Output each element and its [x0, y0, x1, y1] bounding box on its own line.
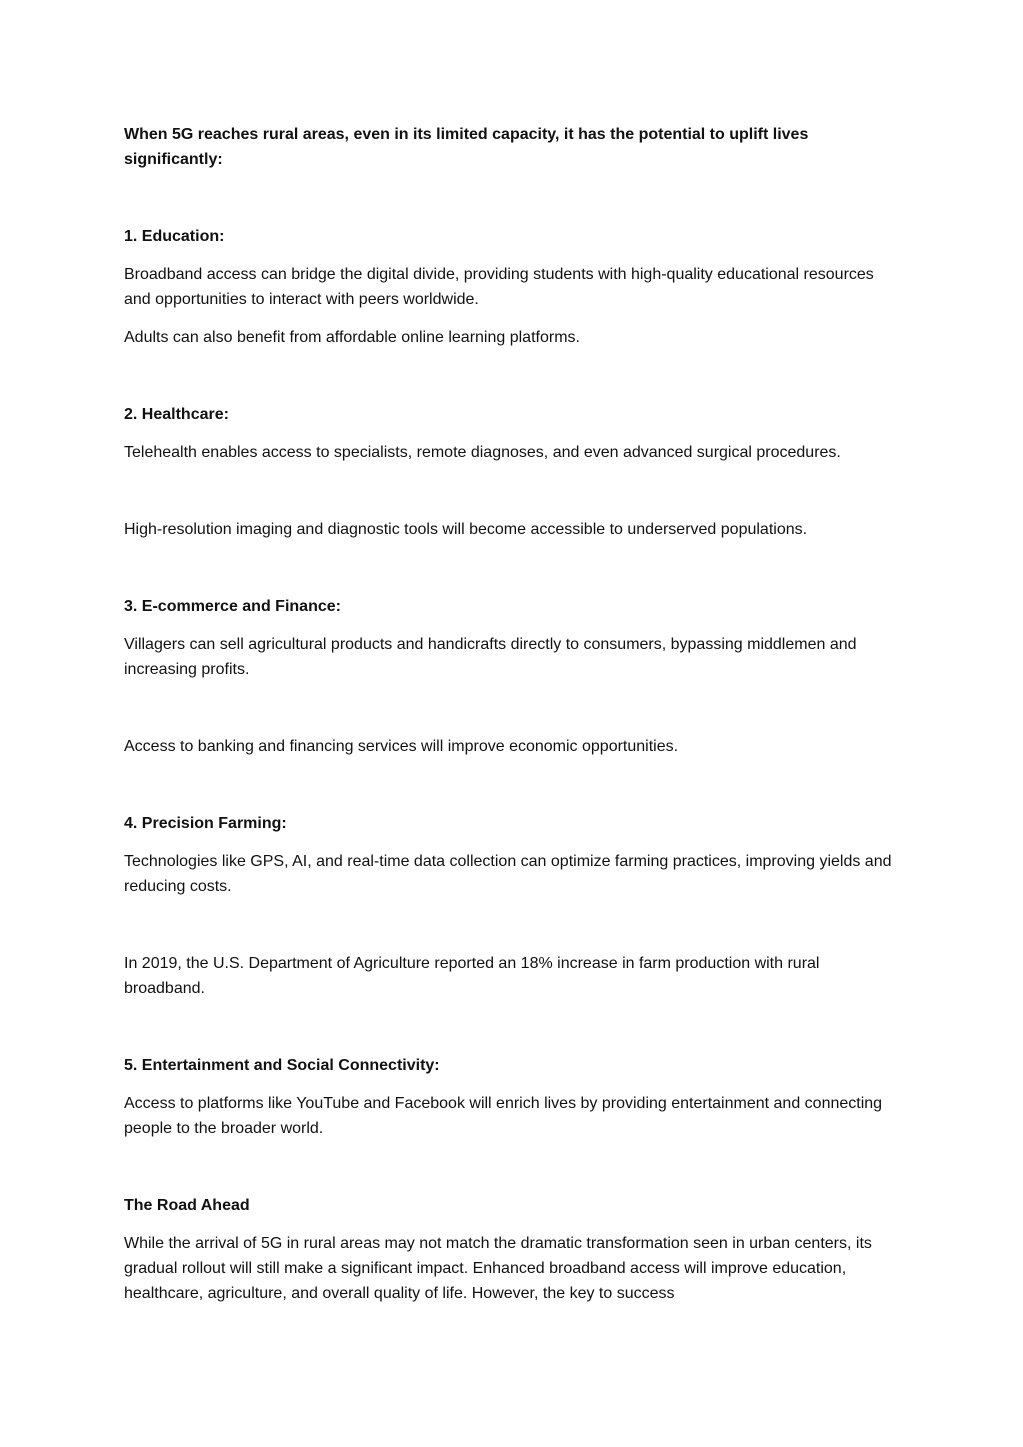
- section-paragraph: Villagers can sell agricultural products and handicrafts directly to consumers, bypassing middlemen and increasing profits.: [124, 636, 857, 678]
- section-heading-entertainment: 5. Entertainment and Social Connectivity:: [124, 1057, 440, 1074]
- section-paragraph: High-resolution imaging and diagnostic tools will become accessible to underserved populations.: [124, 521, 808, 538]
- section-heading-ecommerce-finance: 3. E-commerce and Finance:: [124, 598, 341, 615]
- section-paragraph: In 2019, the U.S. Department of Agriculture reported an 18% increase in farm production with rural broadband.: [124, 955, 820, 997]
- section-heading-road-ahead: The Road Ahead: [124, 1197, 250, 1214]
- section-heading-precision-farming: 4. Precision Farming:: [124, 815, 287, 832]
- section-paragraph: Telehealth enables access to specialists, remote diagnoses, and even advanced surgical procedures.: [124, 444, 841, 461]
- section-paragraph: Access to platforms like YouTube and Facebook will enrich lives by providing entertainment and connecting people to the broader world.: [124, 1095, 883, 1137]
- intro-paragraph: When 5G reaches rural areas, even in its limited capacity, it has the potential to uplift lives significantly:: [124, 126, 809, 168]
- section-paragraph: Adults can also benefit from affordable online learning platforms.: [124, 329, 580, 346]
- section-heading-healthcare: 2. Healthcare:: [124, 406, 229, 423]
- section-paragraph: While the arrival of 5G in rural areas may not match the dramatic transformation seen in urban centers, its gradual rollout will still make a significant impact. Enhanced broadband access will improve education, healthcare, agriculture, and overall quality of life. However, the key to success: [124, 1235, 872, 1302]
- section-paragraph: Access to banking and financing services will improve economic opportunities.: [124, 738, 679, 755]
- section-paragraph: Broadband access can bridge the digital divide, providing students with high-quality educational resources and opportunities to interact with peers worldwide.: [124, 266, 874, 308]
- section-heading-education: 1. Education:: [124, 228, 225, 245]
- section-paragraph: Technologies like GPS, AI, and real-time data collection can optimize farming practices, improving yields and reducing costs.: [124, 853, 892, 895]
- document-body: [124, 122, 899, 1319]
